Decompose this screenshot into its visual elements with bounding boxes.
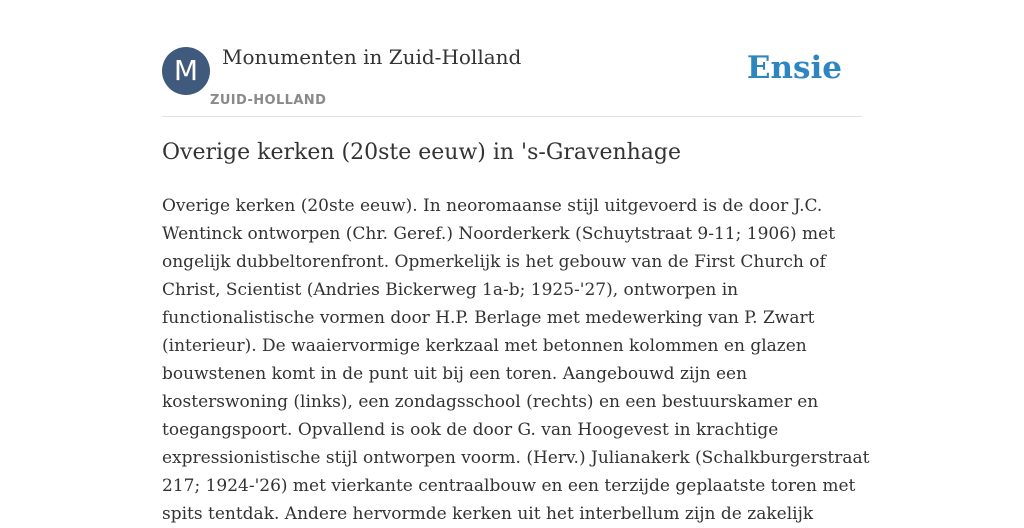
article-body [162, 192, 870, 528]
article-line: expressionistische stijl ontworpen voorm. (Herv.) Julianakerk (Schalkburgerstraat [162, 448, 870, 468]
article-line: Christ, Scientist (Andries Bickerweg 1a-b; 1925-'27), ontworpen in [162, 280, 739, 300]
article-line: functionalistische vormen door H.P. Berlage met medewerking van P. Zwart [162, 308, 815, 328]
ensie-logo[interactable]: Ensie [746, 50, 842, 86]
article-line: (interieur). De waaiervormige kerkzaal met betonnen kolommen en glazen [162, 336, 807, 356]
source-title-link[interactable]: Monumenten in Zuid-Holland [222, 45, 522, 69]
article-line: toegangspoort. Opvallend is ook de door G. van Hoogevest in krachtige [162, 420, 779, 440]
article-title: Overige kerken (20ste eeuw) in 's-Gravenhage [162, 140, 682, 165]
source-header [162, 0, 862, 117]
article-line: 217; 1924-'26) met vierkante centraalbouw en een terzijde geplaatste toren met [162, 476, 856, 496]
avatar[interactable]: M [162, 47, 210, 95]
article-line: ongelijk dubbeltorenfront. Opmerkelijk is het gebouw van de First Church of [162, 252, 826, 272]
article-line: Overige kerken (20ste eeuw). In neoromaanse stijl uitgevoerd is de door J.C. [162, 196, 823, 216]
article-line: kosterswoning (links), een zondagsschool (rechts) en een bestuurskamer en [162, 392, 819, 412]
article-line: bouwstenen komt in de punt uit bij een toren. Aangebouwd zijn een [162, 364, 748, 384]
article-line: Wentinck ontworpen (Chr. Geref.) Noorderkerk (Schuytstraat 9-11; 1906) met [162, 224, 836, 244]
source-subtitle: ZUID-HOLLAND [210, 93, 327, 108]
article-line: spits tentdak. Andere hervormde kerken uit het interbellum zijn de zakelijk [162, 504, 814, 524]
